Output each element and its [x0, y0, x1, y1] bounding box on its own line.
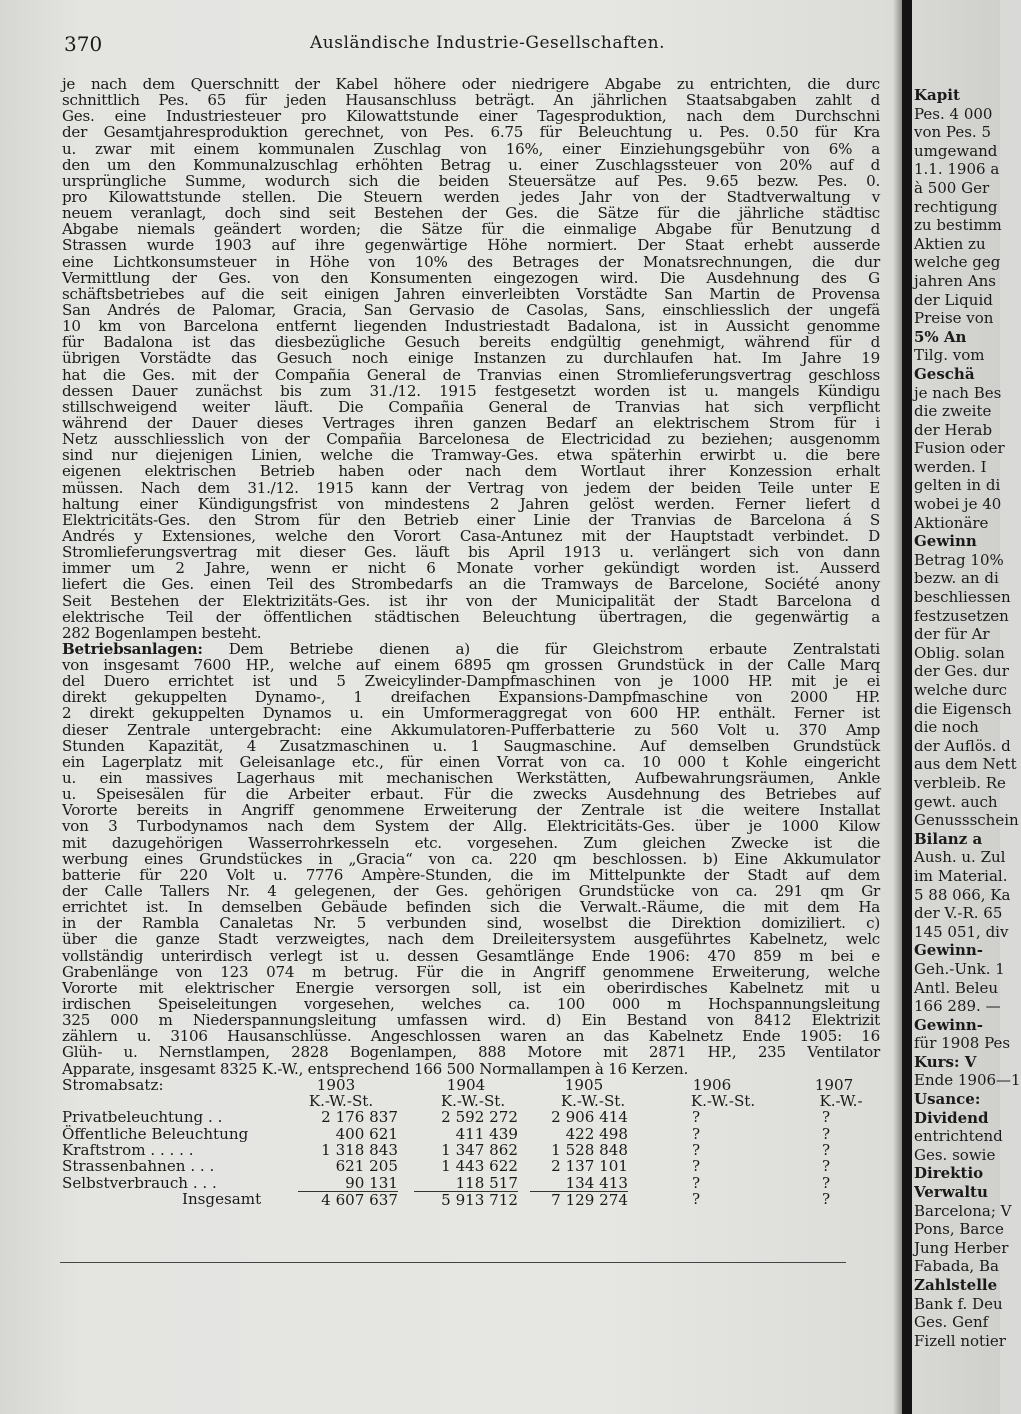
table-cell: ?	[821, 1124, 831, 1143]
text-line: liefert die Ges. einen Teil des Strombedarfs an die Tramways de Barcelone, Société anony	[62, 575, 880, 594]
table-row	[62, 1126, 880, 1142]
table-cell: ?	[821, 1108, 831, 1127]
year-header: 1906	[692, 1075, 732, 1094]
text-line: dessen Dauer zunächst bis zum 31./12. 1915 festgesetzt worden ist u. mangels Kündigu	[62, 381, 880, 400]
row-label: Strassenbahnen . . .	[62, 1157, 215, 1176]
table-year-row	[62, 1077, 880, 1093]
adjacent-page-line: Verwaltu	[914, 1183, 988, 1202]
text-line: von insgesamt 7600 HP., welche auf einem 6895 qm grossen Grundstück in der Calle Marq	[62, 656, 880, 675]
text-line: Stunden Kapazität, 4 Zusatzmaschinen u. 1 Saugmaschine. Auf demselben Grundstück	[62, 736, 880, 755]
adjacent-page-line: Ges. Genf	[914, 1313, 989, 1332]
text-line: in der Rambla Canaletas Nr. 5 verbunden sind, woselbst die Direktion domiziliert. c)	[62, 914, 880, 933]
adjacent-page-line: Oblig. solan	[914, 643, 1005, 662]
table-unit-row	[62, 1093, 880, 1109]
text-line: 2 direkt gekuppelten Dynamos u. ein Umformeraggregat von 600 HP. enthält. Ferner ist	[62, 704, 880, 723]
text-line: Apparate, insgesamt 8325 K.-W., entsprechend 166 500 Normallampen à 16 Kerzen.	[62, 1059, 689, 1078]
text-line: Vermittlung der Ges. von den Konsumenten eingezogen wird. Die Ausdehnung des G	[62, 268, 880, 287]
total-label: Insgesamt	[182, 1189, 262, 1208]
adjacent-page-line: Aktionäre	[914, 513, 989, 532]
table-cell: 2 176 837	[321, 1108, 398, 1127]
table-cell: ?	[821, 1140, 831, 1159]
adjacent-page-line: welche durc	[914, 681, 1008, 699]
year-header: 1905	[564, 1075, 604, 1094]
year-header: 1904	[446, 1075, 486, 1094]
text-line: eine Lichtkonsumsteuer in Höhe von 10% des Betrages der Monatsrechnungen, die dur	[62, 252, 880, 271]
unit-header: K.-W.-St.	[560, 1092, 626, 1111]
table-cell: 1 443 622	[441, 1157, 518, 1176]
adjacent-page-line: gewt. auch	[914, 792, 998, 811]
adjacent-page-line: Pons, Barce	[914, 1220, 1004, 1239]
adjacent-page-line: Tilg. vom	[914, 346, 985, 365]
text-line: errichtet ist. In demselben Gebäude befinden sich die Verwalt.-Räume, die mit dem Ha	[62, 898, 880, 917]
text-line: Vororte mit elektrischer Energie versorgen soll, ist ein oberirdisches Kabelnetz mit u	[62, 978, 880, 997]
text-line: San Andrés de Palomar, Gracia, San Gervasio de Casolas, Sans, einschliesslich der ungefä	[62, 300, 880, 319]
adjacent-page-line: 5% An	[914, 327, 967, 346]
table-cell: ?	[691, 1124, 701, 1143]
table-cell: 1 528 848	[551, 1140, 628, 1159]
table-cell: 2 906 414	[551, 1108, 628, 1127]
adjacent-page-fragment	[914, 86, 1021, 1350]
body-text	[62, 76, 880, 1077]
adjacent-page-line: Aktien zu	[914, 234, 986, 253]
adjacent-page-line: rechtigung	[914, 197, 998, 216]
adjacent-page-line: der für Ar	[914, 625, 990, 644]
adjacent-page-line: werden. I	[914, 457, 987, 476]
adjacent-page-line: 166 289. —	[914, 997, 1001, 1016]
text-line: pro Kilowattstunde stellen. Die Steuern werden jedes Jahr von der Stadtverwaltung v	[62, 187, 880, 206]
adjacent-page-line: festzusetzen	[914, 606, 1009, 625]
text-line: Strassen wurde 1903 auf ihre gegenwärtige Höhe normiert. Der Staat erhebt ausserde	[62, 236, 880, 255]
text-line: müssen. Nach dem 31./12. 1915 kann der Vertrag von jedem der beiden Teile unter E	[62, 478, 880, 497]
table-total-row	[62, 1191, 880, 1207]
text-line: 325 000 m Niederspannungsleitung umfassen wird. d) Ein Bestand von 8412 Elektrizit	[62, 1011, 880, 1030]
text-line: der Calle Tallers Nr. 4 gelegenen, der Ges. gehörigen Grundstücke von ca. 291 qm Gr	[62, 882, 880, 901]
year-header: 1907	[814, 1075, 854, 1094]
adjacent-page-line: Fusion oder	[914, 439, 1005, 458]
table-caption: Stromabsatz:	[62, 1075, 164, 1094]
table-cell: 422 498	[565, 1124, 628, 1143]
main-page-column	[62, 32, 880, 1207]
stromabsatz-table	[62, 1077, 880, 1207]
adjacent-page-line: Gewinn-	[914, 1015, 984, 1034]
text-line: Betriebsanlagen: Dem Betriebe dienen a) die für Gleichstrom erbaute Zentralstati	[62, 639, 880, 658]
table-cell: 1 318 843	[321, 1140, 398, 1159]
text-line: del Duero errichtet ist und 5 Zweicylinder-Dampfmaschinen von je 1000 HP. mit je ei	[62, 672, 880, 691]
text-line: elektrische Teil der öffentlichen städtischen Beleuchtung übertragen, die gegenwärtig a	[62, 607, 880, 626]
adjacent-page-line: Jung Herber	[914, 1238, 1009, 1257]
total-cell: 7 129 274	[530, 1191, 628, 1208]
adjacent-page-line: für 1908 Pes	[914, 1034, 1011, 1053]
adjacent-page-line: umgewand	[914, 141, 998, 160]
text-line: Ges. eine Industriesteuer pro Kilowattstunde einer Tagesproduktion, nach dem Durchschni	[62, 107, 880, 126]
unit-header: K.-W.-St.	[690, 1092, 756, 1111]
text-line: Glüh- u. Nernstlampen, 2828 Bogenlampen, 888 Motore mit 2871 HP., 235 Ventilator	[62, 1043, 880, 1062]
adjacent-page-line: Bilanz a	[914, 829, 983, 848]
total-cell: ?	[691, 1189, 701, 1208]
text-line: zählern u. 3106 Hausanschlüsse. Angeschlossen waren an das Kabelnetz Ende 1905: 16	[62, 1027, 880, 1046]
adjacent-page-line: zu bestimm	[914, 216, 1002, 235]
text-line: schäftsbetriebes auf die seit einigen Jahren einverleibten Vorstädte San Martin de Provensa	[62, 284, 880, 303]
text-line: vollständig unterirdisch verlegt ist u. dessen Gesamtlänge Ende 1906: 470 859 m bei e	[62, 946, 880, 965]
text-line: u. ein massives Lagerhaus mit mechanischen Werkstätten, Aufbewahrungsräumen, Ankle	[62, 769, 880, 788]
adjacent-page-line: Gewinn-	[914, 941, 984, 960]
adjacent-page-line: Direktio	[914, 1164, 984, 1183]
adjacent-page-line: im Material.	[914, 866, 1008, 885]
row-label: Privatbeleuchtung . .	[62, 1108, 223, 1127]
gutter-shadow	[893, 0, 902, 1414]
adjacent-page-line: Betrag 10%	[914, 550, 1004, 569]
adjacent-page-line: Ges. sowie	[914, 1145, 996, 1164]
table-row	[62, 1109, 880, 1125]
total-cell: ?	[821, 1189, 831, 1208]
text-line: Seit Bestehen der Elektrizitäts-Ges. ist ihr von der Municipalität der Stadt Barcelona d	[62, 591, 880, 610]
table-rule	[60, 1262, 846, 1263]
adjacent-page-line: 5 88 066, Ka	[914, 885, 1011, 904]
text-line: Abgabe niemals geändert worden; die Sätze für die einmalige Abgabe für Benutzung d	[62, 220, 880, 239]
table-cell: ?	[691, 1173, 701, 1192]
text-line: Andrés y Extensiones, welche den Vorort Casa-Antunez mit der Hauptstadt verbindet. D	[62, 526, 880, 545]
table-row	[62, 1158, 880, 1174]
adjacent-page-line: beschliessen	[914, 588, 1011, 607]
adjacent-page-line: Pes. 4 000	[914, 104, 993, 123]
page-number: 370	[64, 32, 103, 56]
adjacent-page-line: Geh.-Unk. 1	[914, 959, 1005, 978]
adjacent-page-line: Geschä	[914, 364, 975, 383]
text-line: hat die Ges. mit der Compañia General de Tranvias einen Stromlieferungsvertrag geschloss	[62, 365, 880, 384]
adjacent-page-line: Aush. u. Zul	[914, 848, 1006, 867]
text-line: mit dazugehörigen Wasserrohrkesseln etc. vorgesehen. Zum gleichen Zwecke ist die	[62, 833, 880, 852]
text-line: u. zwar mit einem kommunalen Zuschlag von 16%, einer Einziehungsgebühr von 6% a	[62, 139, 880, 158]
text-line: dieser Zentrale untergebracht: eine Akkumulatoren-Pufferbatterie zu 560 Volt u. 370 Amp	[62, 720, 880, 739]
adjacent-page-line: jahren Ans	[914, 271, 996, 290]
total-cell: 5 913 712	[414, 1191, 518, 1208]
text-line: den um den Kommunalzuschlag erhöhten Betrag u. einer Zuschlagssteuer von 20% auf d	[62, 155, 880, 174]
adjacent-page-line: je nach Bes	[914, 383, 1002, 402]
adjacent-page-line: 1.1. 1906 a	[914, 160, 1000, 179]
section-heading: Betriebsanlagen:	[62, 639, 203, 658]
adjacent-page-line: Bank f. Deu	[914, 1294, 1003, 1313]
adjacent-page-line: der Liquid	[914, 290, 993, 309]
adjacent-page-line: Usance:	[914, 1090, 981, 1109]
text-line: schnittlich Pes. 65 für jeden Hausanschluss beträgt. An jährlichen Staatsabgaben zahlt d	[62, 91, 880, 110]
adjacent-page-line: der Ges. dur	[914, 662, 1009, 681]
adjacent-page-line: wobei je 40	[914, 495, 1002, 514]
table-cell: ?	[691, 1140, 701, 1159]
text-line: u. Speisesälen für die Arbeiter erbaut. Für die zwecks Ausdehnung des Betriebes auf	[62, 785, 880, 804]
adjacent-page-line: die noch	[914, 718, 979, 737]
text-line: während der Dauer dieses Vertrages ihren ganzen Bedarf an elektrischem Strom für i	[62, 413, 880, 432]
table-cell: 1 347 862	[441, 1140, 518, 1159]
adjacent-page-line: Zahlstelle	[914, 1276, 998, 1294]
adjacent-page-line: Ende 1906—1	[914, 1071, 1021, 1090]
adjacent-page-line: Antl. Beleu	[914, 978, 999, 997]
text-line: direkt gekuppelten Dynamo-, 1 dreifachen Expansions-Dampfmaschine von 2000 HP.	[62, 688, 880, 707]
table-row	[62, 1175, 880, 1191]
text-line: übrigen Vorstädte das Gesuch noch einige Instanzen zu durchlaufen hat. Im Jahre 19	[62, 349, 880, 368]
adjacent-page-line: Barcelona; V	[914, 1201, 1012, 1220]
adjacent-page-line: verbleib. Re	[914, 773, 1006, 792]
text-line: Grabenlänge von 123 074 m betrug. Für die in Angriff genommene Erweiterung, welche	[62, 962, 880, 981]
text-line: Netz ausschliesslich von der Compañia Barcelonesa de Electricidad zu beziehen; ausgenomm	[62, 430, 880, 449]
adjacent-page-line: Kapit	[914, 86, 960, 104]
text-line: stillschweigend weiter läuft. Die Compañia General de Tranvias hat sich verpflicht	[62, 397, 880, 416]
total-cell: 4 607 637	[298, 1191, 398, 1208]
text-line: von 3 Turbodynamos nach dem System der Allg. Elektricitäts-Ges. über je 1000 Kilow	[62, 817, 880, 836]
unit-header: K.-W.-St.	[440, 1092, 506, 1111]
book-gutter	[902, 0, 912, 1414]
row-label: Kraftstrom . . . . .	[62, 1140, 194, 1159]
adjacent-page-line: die zweite	[914, 402, 992, 421]
running-title: Ausländische Industrie-Gesellschaften.	[310, 33, 666, 53]
table-cell: 411 439	[455, 1124, 518, 1143]
text-line: 10 km von Barcelona entfernt liegenden Industriestadt Badalona, ist in Aussicht genomme	[62, 317, 880, 336]
adjacent-page-line: die Eigensch	[914, 699, 1012, 718]
text-line: Stromlieferungsvertrag mit dieser Ges. läuft bis April 1913 u. verlängert sich von dann	[62, 543, 880, 562]
adjacent-page-line: von Pes. 5	[914, 123, 992, 142]
text-line: werbung eines Grundstückes in „Gracia“ von ca. 220 qm beschlossen. b) Eine Akkumulator	[62, 849, 880, 868]
adjacent-page-line: aus dem Nett	[914, 755, 1017, 774]
adjacent-page-line: Kurs: V	[914, 1052, 977, 1071]
table-row	[62, 1142, 880, 1158]
adjacent-page-line: Dividend	[914, 1108, 989, 1127]
table-cell: 2 592 272	[441, 1108, 518, 1127]
adjacent-page-line: Genussschein	[914, 811, 1019, 830]
unit-header: K.-W.-St.	[308, 1092, 374, 1111]
text-line: sind nur diejenigen Linien, welche die Tramway-Ges. etwa späterhin erwirbt u. die bere	[62, 446, 880, 465]
adjacent-page-line: 145 051, div	[914, 922, 1009, 941]
text-line: haltung einer Kündigungsfrist von mindestens 2 Jahren gelöst werden. Ferner liefert d	[62, 494, 880, 513]
table-cell: 621 205	[335, 1157, 398, 1176]
text-line: der Gesamtjahresproduktion gerechnet, von Pes. 6.75 für Beleuchtung u. Pes. 0.50 für Kra	[62, 123, 880, 142]
table-cell: 2 137 101	[551, 1157, 628, 1176]
adjacent-page-line: Gewinn	[914, 532, 977, 551]
unit-header: K.-W.-	[819, 1092, 863, 1111]
adjacent-page-line: der Auflös. d	[914, 736, 1011, 755]
adjacent-page-line: Fizell notier	[914, 1331, 1006, 1350]
text-line: immer um 2 Jahre, wenn er nicht 6 Monate vorher gekündigt worden ist. Ausserd	[62, 559, 880, 578]
table-cell: ?	[821, 1157, 831, 1176]
text-line: neuem veranlagt, doch sind seit Bestehen der Ges. die Sätze für die jährliche städtisc	[62, 204, 880, 223]
table-cell: 118 517	[455, 1173, 518, 1192]
text-line: Vororte bereits in Angriff genommene Erweiterung der Zentrale ist die weitere Installat	[62, 801, 880, 820]
text-line: ein Lagerplatz mit Geleisanlage etc., für einen Vorrat von ca. 10 000 t Kohle eingericht	[62, 752, 880, 771]
row-label: Selbstverbrauch . . .	[62, 1173, 217, 1192]
row-label: Öffentliche Beleuchtung	[62, 1124, 249, 1143]
text-line: über die ganze Stadt verzweigtes, nach dem Dreileitersystem ausgeführtes Kabelnetz, welc	[62, 930, 880, 949]
adjacent-page-line: entrichtend	[914, 1127, 1003, 1146]
table-cell: ?	[691, 1108, 701, 1127]
text-line: je nach dem Querschnitt der Kabel höhere oder niedrigere Abgabe zu entrichten, die durc	[62, 75, 880, 93]
table-cell: ?	[821, 1173, 831, 1192]
running-head	[62, 32, 880, 60]
adjacent-page-line: gelten in di	[914, 476, 1001, 495]
table-cell: 134 413	[565, 1173, 628, 1192]
adjacent-page-line: Fabada, Ba	[914, 1257, 999, 1276]
adjacent-page-line: Preise von	[914, 309, 994, 328]
text-line: Elektricitäts-Ges. den Strom für den Betrieb einer Linie der Tranvias de Barcelona á S	[62, 510, 880, 529]
text-line: batterie für 220 Volt u. 7776 Ampère-Stunden, die im Mittelpunkte der Stadt auf dem	[62, 865, 880, 884]
text-line: eigenen elektrischen Betrieb haben oder nach dem Wortlaut ihrer Konzession erhalt	[62, 462, 880, 481]
table-cell: ?	[691, 1157, 701, 1176]
adjacent-page-line: bezw. an di	[914, 569, 999, 588]
text-line: ursprüngliche Summe, wodurch sich die beiden Steuersätze auf Pes. 9.65 bezw. Pes. 0.	[62, 171, 880, 190]
adjacent-page-line: à 500 Ger	[914, 178, 990, 197]
table-cell: 90 131	[345, 1173, 398, 1192]
table-cell: 400 621	[335, 1124, 398, 1143]
adjacent-page-line: der Herab	[914, 420, 993, 439]
text-line: 282 Bogenlampen besteht.	[62, 623, 262, 642]
year-header: 1903	[316, 1075, 356, 1094]
text-line: irdischen Speiseleitungen vorgesehen, welches ca. 100 000 m Hochspannungsleitung	[62, 995, 880, 1014]
adjacent-page-line: der V.-R. 65	[914, 904, 1003, 923]
adjacent-page-line: welche geg	[914, 253, 1001, 272]
text-line: für Badalona ist das diesbezügliche Gesuch bereits endgültig genehmigt, während für d	[62, 333, 880, 352]
